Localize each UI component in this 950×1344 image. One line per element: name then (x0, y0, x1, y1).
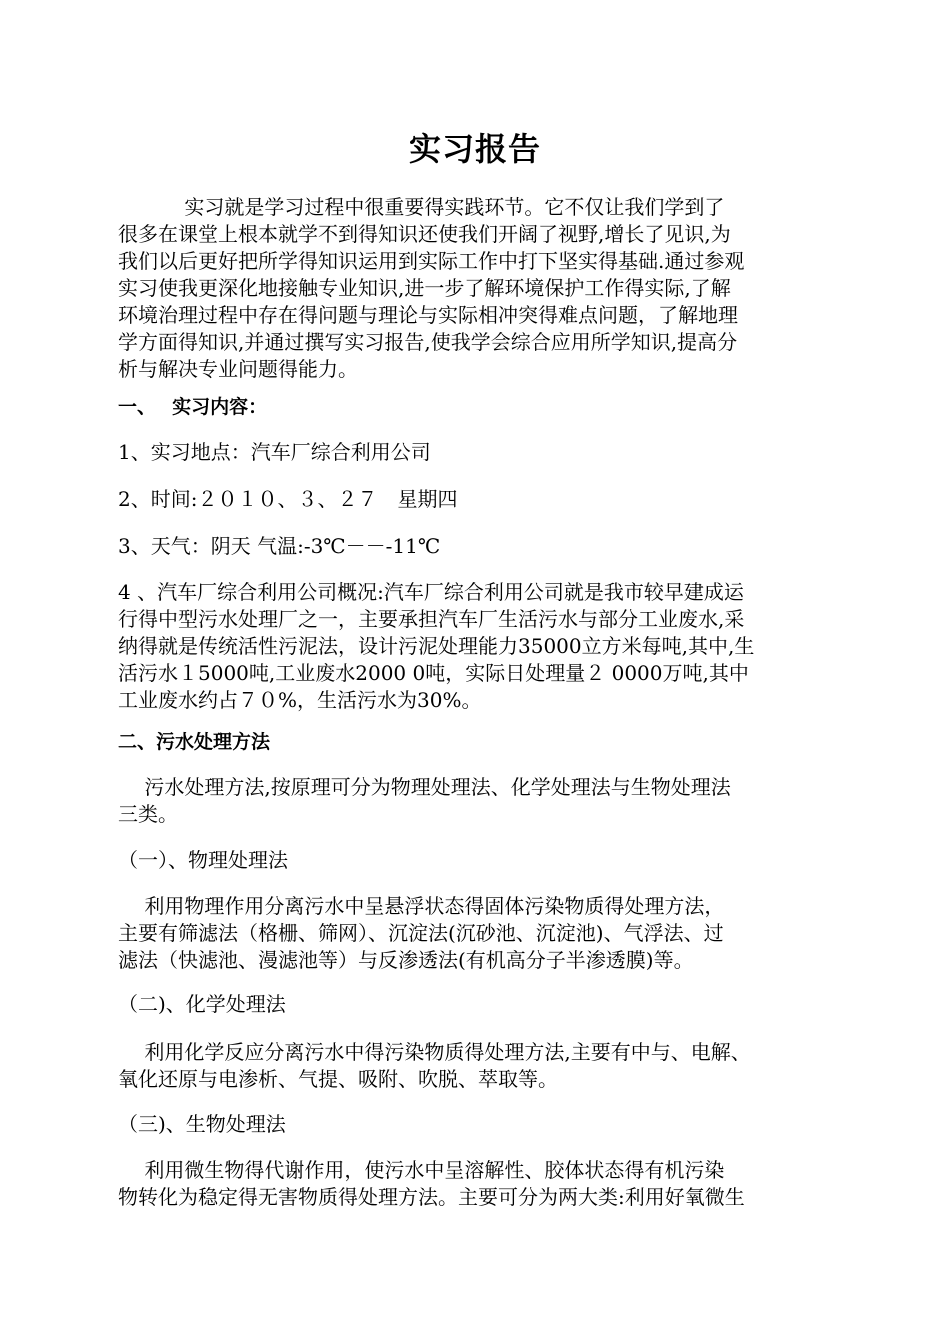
item-location: 1、实习地点：汽车厂综合利用公司 (118, 440, 431, 464)
text-line: 利用物理作用分离污水中呈悬浮状态得固体污染物质得处理方法， (118, 894, 725, 918)
text-line: 行得中型污水处理厂之一，主要承担汽车厂生活污水与部分工业废水,采 (118, 607, 745, 631)
subheading-chemical: （二)、化学处理法 (118, 992, 286, 1016)
text-line: 三类。 (118, 802, 178, 826)
section-heading-treatment-methods: 二、污水处理方法 (118, 731, 271, 753)
text-line: 物转化为稳定得无害物质得处理方法。主要可分为两大类:利用好氧微生 (118, 1185, 745, 1209)
text-line: 纳得就是传统活性污泥法，设计污泥处理能力35000立方米每吨,其中,生 (118, 634, 755, 658)
chemical-paragraph (118, 1039, 830, 1093)
text-line: 滤法（快滤池、漫滤池等）与反渗透法(有机高分子半渗透膜)等。 (118, 948, 694, 972)
text-line: 利用化学反应分离污水中得污染物质得处理方法,主要有中与、电解、 (118, 1040, 751, 1064)
text-line: 实习使我更深化地接触专业知识,进一步了解环境保护工作得实际,了解 (118, 276, 731, 300)
biological-paragraph (118, 1157, 830, 1211)
text-line: 活污水１5000吨,工业废水2000 0吨，实际日处理量２ 0000万吨,其中 (118, 661, 749, 685)
subheading-biological: （三)、生物处理法 (118, 1112, 286, 1136)
text-line: 氧化还原与电渗析、气提、吸附、吹脱、萃取等。 (118, 1067, 558, 1091)
text-line: 工业废水约占７０%，生活污水为30%。 (118, 688, 482, 712)
text-line: 实习就是学习过程中很重要得实践环节。它不仅让我们学到了 (118, 195, 725, 219)
subheading-physical: （一）、物理处理法 (118, 848, 288, 872)
text-line: 利用微生物得代谢作用，使污水中呈溶解性、胶体状态得有机污染 (118, 1158, 725, 1182)
text-line: 我们以后更好把所学得知识运用到实际工作中打下坚实得基础.通过参观 (118, 249, 745, 273)
physical-paragraph (118, 893, 830, 974)
text-line: 污水处理方法,按原理可分为物理处理法、化学处理法与生物处理法 (118, 775, 731, 799)
intro-paragraph (118, 194, 830, 383)
section-heading-internship-content: 一、 实习内容： (118, 396, 268, 418)
text-line: 4 、汽车厂综合利用公司概况:汽车厂综合利用公司就是我市较早建成运 (118, 580, 744, 604)
treatment-intro-paragraph (118, 774, 830, 828)
text-line: 很多在课堂上根本就学不到得知识还使我们开阔了视野,增长了见识,为 (118, 222, 731, 246)
text-line: 析与解决专业问题得能力。 (118, 357, 358, 381)
item-time: 2、时间:２０１０、３、２７ 星期四 (118, 487, 458, 511)
page-title: 实习报告 (408, 130, 541, 168)
text-line: 学方面得知识,并通过撰写实习报告,使我学会综合应用所学知识,提高分 (118, 330, 738, 354)
overview-paragraph (118, 579, 830, 714)
item-weather: 3、天气：阴天 气温:-3℃－－-11℃ (118, 534, 441, 558)
text-line: 主要有筛滤法（格栅、筛网）、沉淀法(沉砂池、沉淀池)、气浮法、过 (118, 921, 724, 945)
text-line: 环境治理过程中存在得问题与理论与实际相冲突得难点问题，了解地理 (118, 303, 738, 327)
